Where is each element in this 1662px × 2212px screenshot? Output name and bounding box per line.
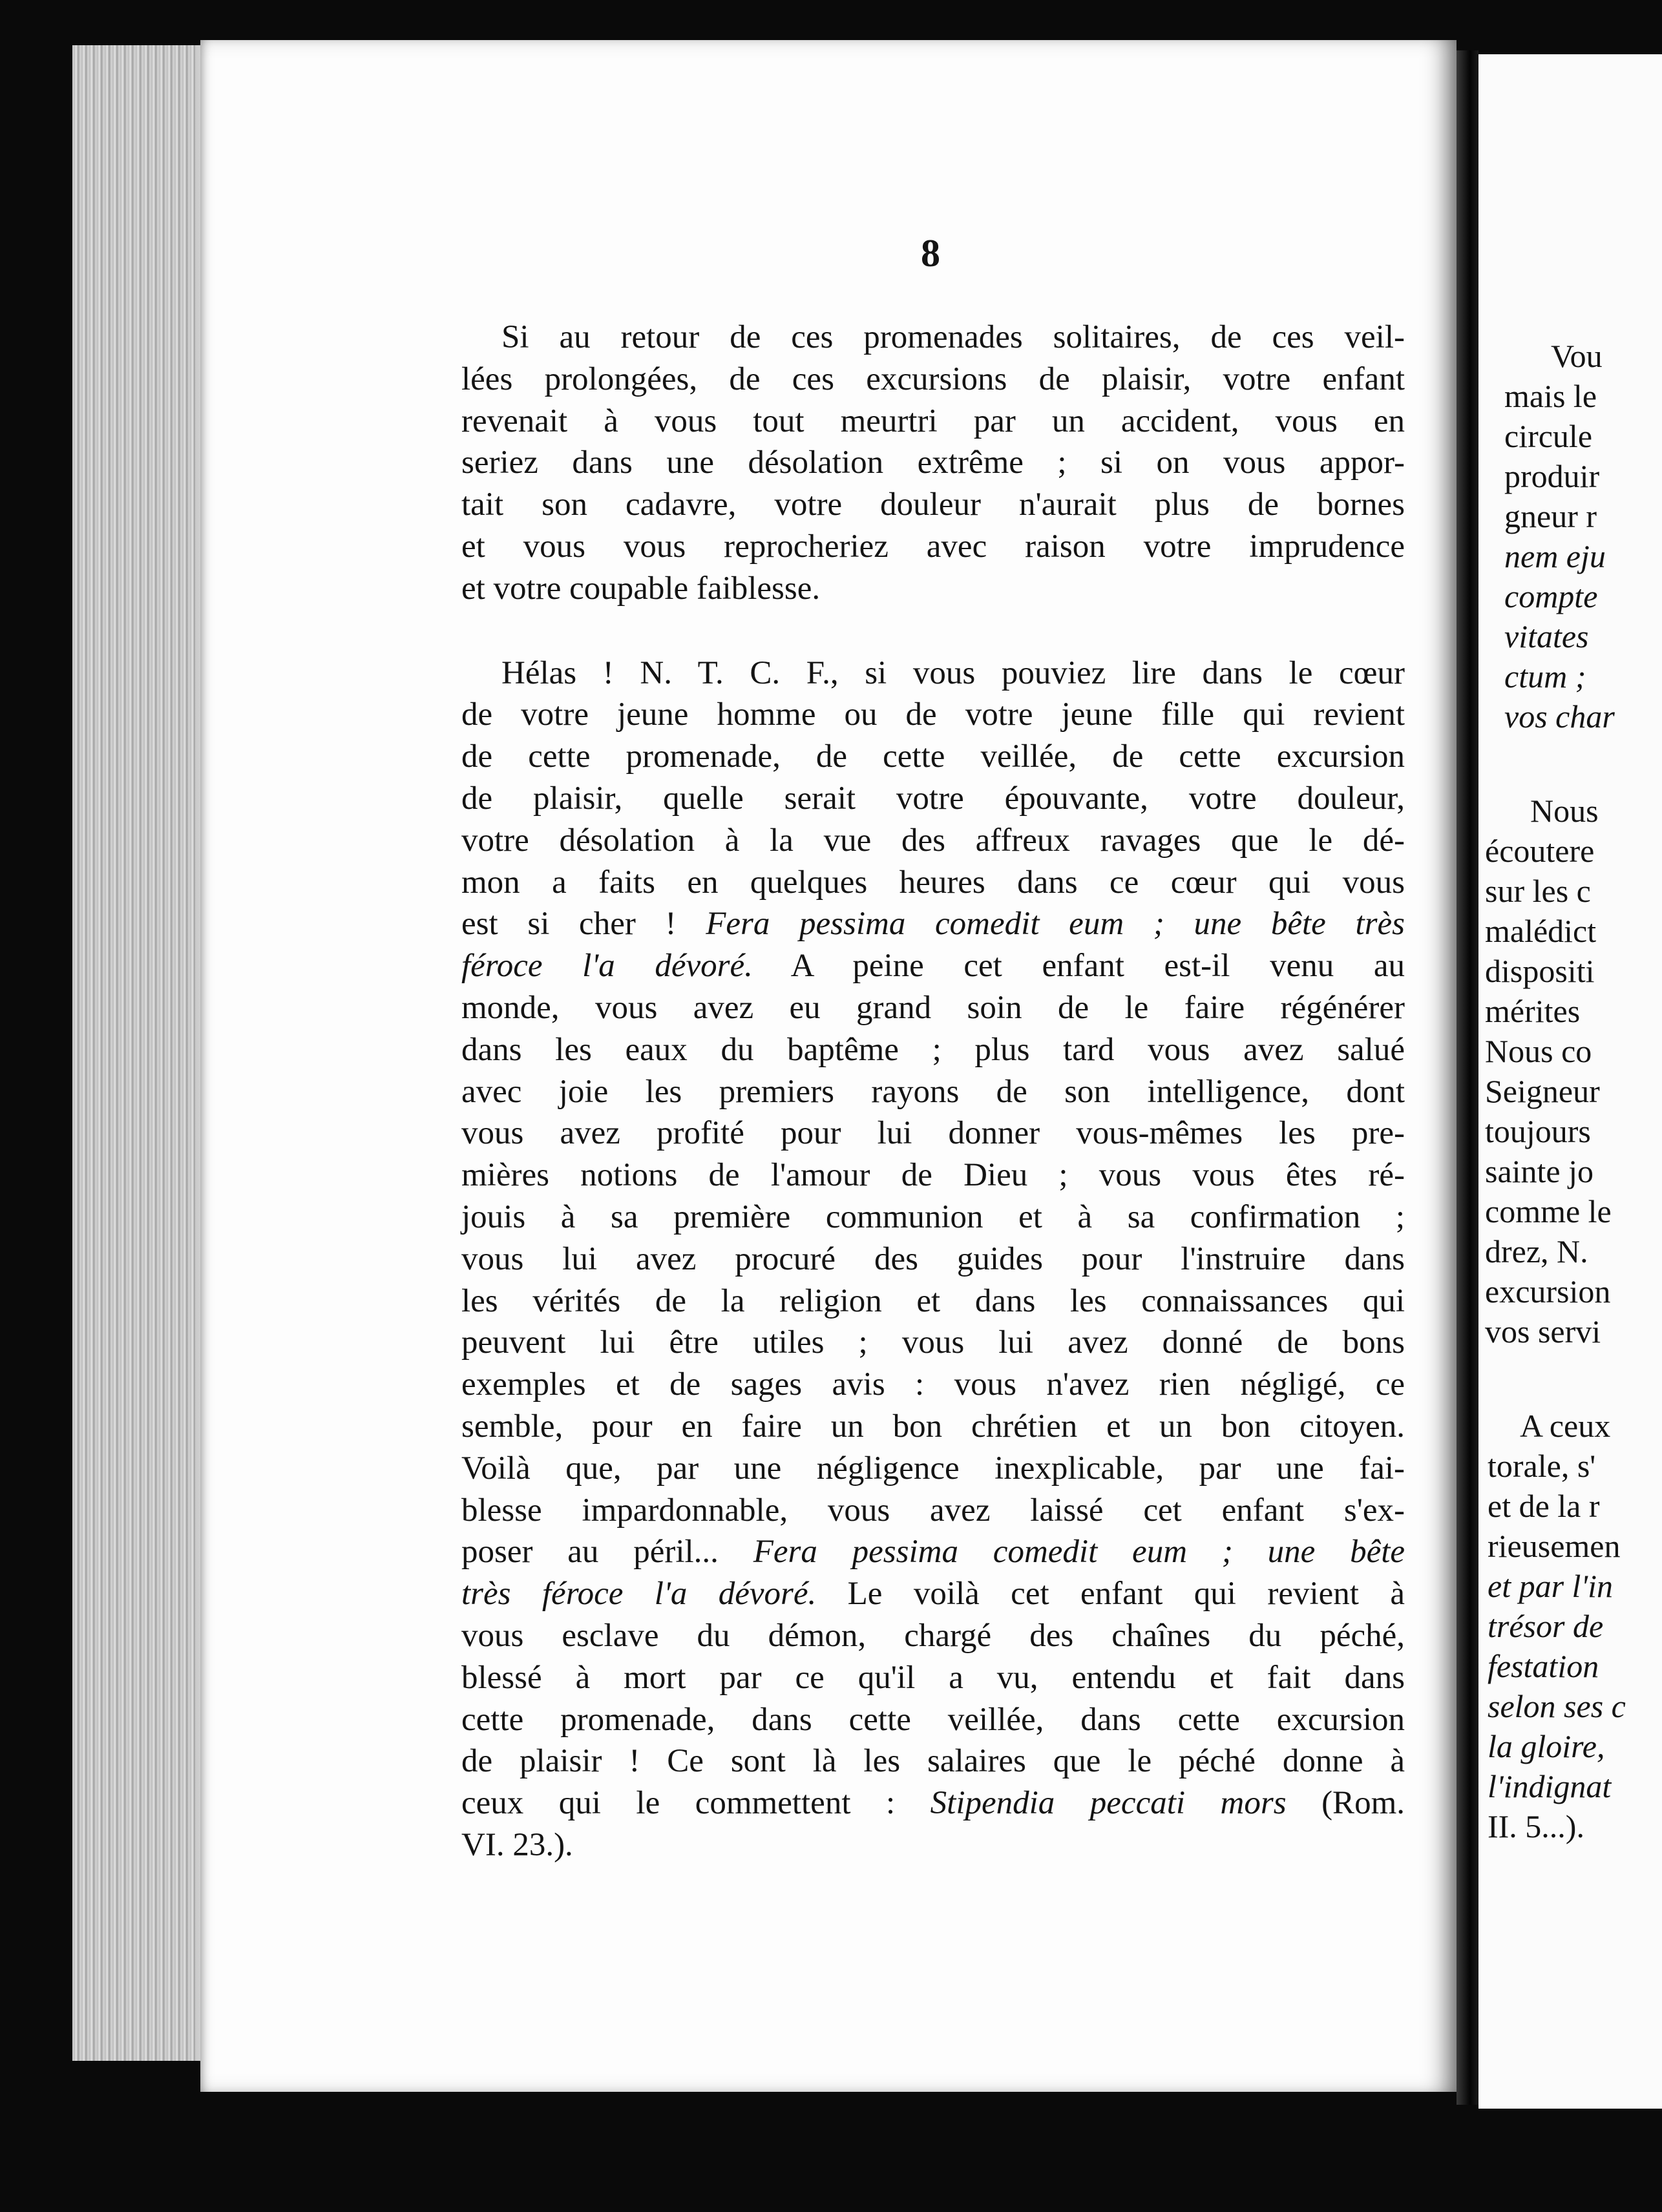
- facing-page-line: trésor de: [1488, 1608, 1604, 1644]
- facing-page-line: vitates: [1504, 618, 1589, 654]
- text-line: vous esclave du démon, chargé des chaînes du péché,: [461, 1617, 1405, 1654]
- text-line: et vous vous reprocheriez avec raison votre imprudence: [461, 528, 1405, 565]
- text-column: [461, 317, 1405, 1866]
- facing-page-line: Vou: [1551, 338, 1603, 374]
- text-line: seriez dans une désolation extrême ; si on vous appor-: [461, 444, 1405, 481]
- text-line: avec joie les premiers rayons de son intelligence, dont: [461, 1073, 1405, 1110]
- text-line: de votre jeune homme ou de votre jeune fille qui revient: [461, 696, 1405, 733]
- text-line: VI. 23.).: [461, 1826, 573, 1863]
- text-line: [461, 903, 1405, 945]
- text-line: peuvent lui être utiles ; vous lui avez donné de bons: [461, 1324, 1405, 1361]
- book-page-edges: [72, 45, 221, 2061]
- text-line: de cette promenade, de cette veillée, de cette excursion: [461, 738, 1405, 775]
- facing-page-line: vos char: [1504, 698, 1615, 735]
- facing-page-line: malédict: [1485, 913, 1597, 949]
- facing-page-line: la gloire,: [1488, 1728, 1605, 1764]
- facing-page-line: Seigneur: [1485, 1073, 1600, 1109]
- text-segment: est si cher !: [461, 906, 706, 943]
- facing-page-line: toujours: [1485, 1113, 1591, 1149]
- facing-page-line: Nous co: [1485, 1033, 1592, 1069]
- facing-page-line: produir: [1504, 458, 1600, 494]
- text-line: blesse impardonnable, vous avez laissé cet enfant s'ex-: [461, 1492, 1405, 1529]
- facing-page-line: torale, s': [1488, 1448, 1596, 1484]
- text-line: tait son cadavre, votre douleur n'aurait plus de bornes: [461, 486, 1405, 523]
- facing-page-line: rieusemen: [1488, 1528, 1621, 1564]
- text-line: exemples et de sages avis : vous n'avez rien négligé, ce: [461, 1366, 1405, 1403]
- latin-quote: Fera pessima comedit eum ; une bête très: [706, 906, 1405, 943]
- facing-page-line: sainte jo: [1485, 1153, 1594, 1189]
- book-gutter: [1457, 50, 1478, 2105]
- facing-page-line: excursion: [1485, 1273, 1611, 1309]
- text-line: [461, 1573, 1405, 1615]
- facing-page-line: écoutere: [1485, 833, 1595, 869]
- facing-page-line: A ceux: [1520, 1408, 1611, 1444]
- facing-page-line: et par l'in: [1488, 1568, 1614, 1604]
- text-segment: A peine cet enfant est-il venu au: [752, 948, 1405, 985]
- facing-page-line: compte: [1504, 578, 1598, 614]
- text-line: et votre coupable faiblesse.: [461, 570, 821, 607]
- text-line: vous avez profité pour lui donner vous-mêmes les pre-: [461, 1115, 1405, 1152]
- text-line: lées prolongées, de ces excursions de plaisir, votre enfant: [461, 360, 1405, 397]
- paragraph-1: [461, 317, 1405, 610]
- text-line: votre désolation à la vue des affreux ravages que le dé-: [461, 822, 1405, 859]
- facing-page-line: drez, N.: [1485, 1233, 1588, 1269]
- text-line: dans les eaux du baptême ; plus tard vous avez salué: [461, 1031, 1405, 1068]
- text-line: de plaisir ! Ce sont là les salaires que le péché donne à: [461, 1743, 1405, 1780]
- text-line: cette promenade, dans cette veillée, dans cette excursion: [461, 1701, 1405, 1738]
- text-segment: (Rom.: [1286, 1785, 1405, 1822]
- latin-quote: féroce l'a dévoré.: [461, 948, 753, 985]
- text-line: jouis à sa première communion et à sa confirmation ;: [461, 1198, 1405, 1235]
- text-line: Si au retour de ces promenades solitaires, de ces veil-: [501, 319, 1405, 355]
- latin-quote: très féroce l'a dévoré.: [461, 1576, 817, 1612]
- facing-page-line: Nous: [1530, 793, 1599, 829]
- facing-page-line: gneur r: [1504, 498, 1597, 534]
- latin-quote: Fera pessima comedit eum ; une bête: [753, 1534, 1405, 1570]
- facing-page-line: II. 5...).: [1488, 1808, 1584, 1844]
- facing-page-line: festation: [1488, 1648, 1599, 1684]
- text-line: revenait à vous tout meurtri par un accident, vous en: [461, 402, 1405, 439]
- text-line: mières notions de l'amour de Dieu ; vous vous êtes ré-: [461, 1157, 1405, 1194]
- facing-page-line: l'indignat: [1488, 1768, 1612, 1804]
- facing-page-line: selon ses c: [1488, 1688, 1626, 1724]
- facing-page-line: mais le: [1504, 378, 1597, 414]
- facing-page-line: vos servi: [1485, 1313, 1601, 1350]
- text-line: semble, pour en faire un bon chrétien et un bon citoyen.: [461, 1408, 1405, 1445]
- facing-page-line: mérites: [1485, 993, 1581, 1029]
- text-line: Hélas ! N. T. C. F., si vous pouviez lire dans le cœur: [501, 654, 1405, 691]
- text-line: [461, 1531, 1405, 1573]
- latin-quote: Stipendia peccati mors: [930, 1785, 1287, 1822]
- facing-page-line: dispositi: [1485, 953, 1595, 989]
- facing-page-line: comme le: [1485, 1193, 1612, 1229]
- text-line: Voilà que, par une négligence inexplicable, par une fai-: [461, 1450, 1405, 1487]
- facing-page-line: ctum ;: [1504, 658, 1586, 694]
- facing-page-line: nem eju: [1504, 538, 1606, 574]
- text-line: vous lui avez procuré des guides pour l'instruire dans: [461, 1240, 1405, 1277]
- text-segment: Le voilà cet enfant qui revient à: [816, 1576, 1405, 1612]
- facing-page-line: et de la r: [1488, 1488, 1600, 1524]
- facing-page-line: circule: [1504, 418, 1593, 454]
- text-line: [461, 1782, 1405, 1824]
- paragraph-2: [461, 652, 1405, 1866]
- text-line: [461, 945, 1405, 987]
- text-line: les vérités de la religion et dans les connaissances qui: [461, 1282, 1405, 1319]
- text-line: de plaisir, quelle serait votre épouvante, votre douleur,: [461, 780, 1405, 817]
- text-line: blessé à mort par ce qu'il a vu, entendu et fait dans: [461, 1659, 1405, 1696]
- facing-page-line: sur les c: [1485, 873, 1591, 909]
- page-number: 8: [921, 232, 940, 275]
- text-line: mon a faits en quelques heures dans ce cœur qui vous: [461, 864, 1405, 901]
- text-segment: ceux qui le commettent :: [461, 1785, 931, 1822]
- text-line: monde, vous avez eu grand soin de le faire régénérer: [461, 989, 1405, 1026]
- text-segment: poser au péril...: [461, 1534, 753, 1570]
